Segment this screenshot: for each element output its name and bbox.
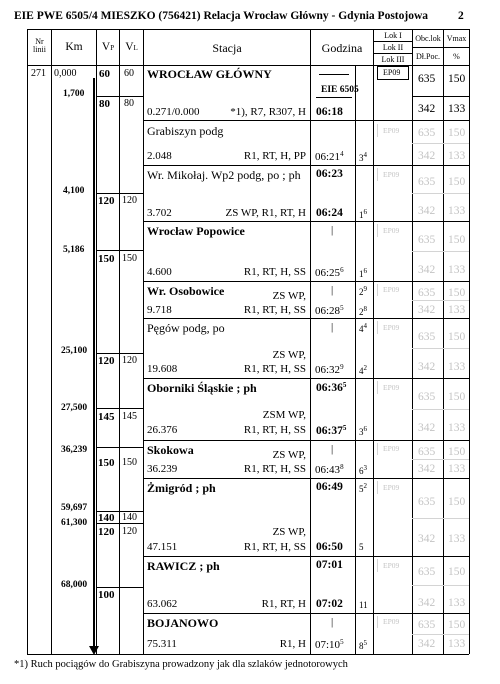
ghost-train-length: 342	[418, 150, 436, 162]
station-codes: ZS WP, R1, RT, H	[225, 207, 306, 219]
ghost-brake-percent: 133	[448, 597, 466, 609]
departure-time: $06:37^5$	[316, 424, 347, 437]
document-title: EIE PWE 6505/4 MIESZKO (756421) Relacja Wrocław Główny - Gdynia Postojowa	[14, 10, 429, 22]
ghost-vmax: 150	[448, 619, 466, 631]
col-border	[412, 29, 413, 654]
km-mark: 5,186	[63, 245, 85, 255]
station-km: 3.702	[147, 207, 172, 219]
station-codes-1: ZS WP,	[272, 290, 306, 302]
ghost-loco-type: EP09	[383, 323, 400, 332]
station-codes: R1, RT, H, SS	[243, 463, 306, 475]
km-mark: 25,100	[61, 346, 88, 356]
arrival-pass-mark: |	[331, 224, 334, 236]
travel-minutes: $4^4$	[359, 322, 367, 334]
ghost-loco-type: EP09	[383, 444, 400, 453]
ghost-brake-percent: 133	[448, 422, 466, 434]
ghost-separator	[412, 459, 469, 460]
ghost-vmax: 150	[448, 234, 466, 246]
departure-time: $06:21^4$	[315, 150, 344, 163]
ghost-separator	[412, 251, 469, 252]
station-km: 4.600	[147, 266, 172, 278]
vl-speed: 120	[122, 526, 137, 537]
col-border	[96, 29, 97, 654]
arrival-pass-mark: |	[331, 443, 334, 455]
ghost-brake-percent: 133	[448, 150, 466, 162]
ghost-separator	[412, 348, 469, 349]
ghost-vmax: 150	[448, 391, 466, 403]
travel-minutes: $1^6$	[359, 267, 367, 279]
travel-minutes: $6^3$	[359, 464, 367, 476]
ghost-separator	[412, 518, 469, 519]
station-codes: R1, H	[279, 638, 306, 650]
station-name: Oborniki Śląskie ; ph	[147, 381, 257, 395]
departure-time: $06:43^8$	[315, 463, 344, 476]
ghost-loco-load: 635	[418, 176, 436, 188]
ghost-loco-type: EP09	[383, 383, 400, 392]
train-number: EIE 6505	[321, 85, 359, 95]
ghost-separator	[412, 634, 469, 635]
departure-time: $06:32^9$	[315, 363, 344, 376]
station-name: Żmigród ; ph	[147, 481, 216, 495]
row-separator	[143, 318, 469, 319]
travel-minutes: $5^2$	[359, 482, 367, 494]
ghost-train-length: 342	[418, 463, 436, 475]
station-km: 26.376	[147, 424, 178, 436]
arrival-pass-mark: |	[331, 284, 334, 296]
col-header-vp: VP	[101, 41, 115, 53]
speed-separator	[96, 193, 143, 194]
arrival-time: 06:49	[316, 481, 343, 493]
km-mark: 68,000	[61, 580, 88, 590]
vl-speed: 80	[124, 98, 134, 109]
ghost-loco-type: EP09	[383, 617, 400, 626]
travel-minutes: 5	[359, 542, 364, 552]
ghost-vmax: 150	[448, 127, 466, 139]
col-border	[373, 29, 374, 654]
ghost-separator	[412, 193, 469, 194]
ghost-brake-percent: 133	[448, 205, 466, 217]
departure-time: $06:28^5$	[315, 304, 344, 317]
row-separator	[143, 281, 469, 282]
col-border	[310, 29, 311, 654]
vp-speed: 120	[98, 195, 115, 207]
ghost-loco-load: 635	[418, 496, 436, 508]
station-codes-1: ZS WP,	[272, 349, 306, 361]
ghost-vmax: 150	[448, 287, 466, 299]
ghost-separator	[412, 143, 469, 144]
station-name: Wr. Osobowice	[147, 284, 225, 298]
departure-time: $06:25^6$	[315, 266, 344, 279]
station-codes: R1, RT, H	[261, 598, 306, 610]
station-km: 9.718	[147, 304, 172, 316]
line-number: 271	[31, 68, 46, 79]
ghost-loco-type: EP09	[383, 561, 400, 570]
ghost-brake-percent: 133	[448, 638, 466, 650]
vp-speed: 120	[98, 526, 115, 538]
km-mark: 4,100	[63, 186, 85, 196]
arrival-time: 07:01	[316, 559, 343, 571]
vp-speed: 80	[99, 98, 110, 110]
col-border	[143, 29, 144, 654]
travel-minutes: $2^9$	[359, 285, 367, 297]
col-header-pct: %	[453, 52, 460, 61]
ghost-loco-type: EP09	[383, 285, 400, 294]
ghost-separator	[412, 585, 469, 586]
ghost-loco-type: EP09	[383, 483, 400, 492]
ghost-vmax: 150	[448, 176, 466, 188]
ghost-loco-box	[377, 321, 378, 334]
station-name: Wr. Mikołaj. Wp2 podg, po ; ph	[147, 168, 301, 182]
ghost-loco-load: 635	[418, 287, 436, 299]
station-km: 2.048	[147, 150, 172, 162]
station-codes-1: ZS WP,	[272, 449, 306, 461]
train-number-underline	[316, 97, 352, 98]
col-header-lok1: Lok I	[384, 31, 402, 40]
km-mark: 61,300	[61, 518, 88, 528]
station-name: Skokowa	[147, 443, 194, 457]
ghost-brake-percent: 133	[448, 304, 466, 316]
travel-minutes: $1^6$	[359, 208, 367, 220]
page-number: 2	[458, 10, 464, 22]
col-header-km: Km	[65, 41, 83, 53]
ghost-train-length: 342	[418, 264, 436, 276]
station-codes: R1, RT, H, PP	[243, 150, 306, 162]
table-top-border	[27, 29, 469, 30]
col-border	[469, 29, 470, 654]
speed-separator	[96, 447, 143, 448]
vl-speed: 120	[122, 355, 137, 366]
row-separator	[143, 378, 469, 379]
station-codes: R1, RT, H, SS	[243, 541, 306, 553]
departure-time: 06:18	[316, 106, 343, 118]
station-name: Grabiszyn podg	[147, 124, 224, 138]
col-header-vmax: Vmax	[446, 34, 467, 43]
station-km: 0.271/0.000	[147, 106, 200, 118]
row-separator	[143, 221, 469, 222]
ghost-train-length: 342	[418, 205, 436, 217]
ghost-loco-load: 635	[418, 619, 436, 631]
ghost-loco-box	[377, 224, 378, 237]
col-header-nr-linii: Nr linii	[33, 37, 46, 55]
vp-speed: 150	[98, 253, 115, 265]
col-header-lok2: Lok II	[382, 43, 404, 52]
station-name: Wrocław Popowice	[147, 224, 245, 238]
load-separator	[412, 96, 469, 97]
speed-separator	[96, 408, 143, 409]
col-header-vl: VL	[125, 41, 138, 53]
station-km: 36.239	[147, 463, 178, 475]
km-mark: 1,700	[63, 89, 85, 99]
station-codes: R1, RT, H, SS	[243, 424, 306, 436]
station-name: BOJANOWO	[147, 616, 219, 630]
ghost-train-length: 342	[418, 597, 436, 609]
ghost-loco-load: 635	[418, 127, 436, 139]
travel-minutes: 11	[359, 600, 368, 610]
station-name: Pęgów podg, po	[147, 321, 225, 335]
vl-speed: 60	[124, 68, 134, 79]
km-mark: 0,000	[54, 68, 77, 79]
travel-minutes: $2^8$	[359, 305, 367, 317]
station-codes-1: ZSM WP,	[262, 409, 306, 421]
station-km: 47.151	[147, 541, 178, 553]
vp-speed: 100	[98, 589, 115, 601]
ghost-loco-box	[377, 481, 378, 494]
vp-speed: 145	[98, 411, 115, 423]
godzina-divider	[355, 65, 356, 654]
ghost-loco-type: EP09	[383, 170, 400, 179]
ghost-separator	[412, 409, 469, 410]
ghost-vmax: 150	[448, 446, 466, 458]
col-header-godzina: Godzina	[321, 41, 363, 55]
ghost-loco-box	[377, 616, 378, 628]
vp-speed: 60	[99, 68, 110, 80]
col-header-dl-poc: Dł.Poc.	[416, 52, 440, 61]
arrival-time: 06:23	[316, 168, 343, 180]
header-subline	[373, 41, 412, 42]
vl-speed: 150	[122, 253, 137, 264]
arrival-pass-mark: |	[331, 321, 334, 333]
header-subline	[373, 53, 412, 54]
row-separator	[143, 478, 469, 479]
departure-time: $07:10^5$	[315, 638, 344, 651]
ghost-loco-box	[377, 168, 378, 181]
ghost-train-length: 342	[418, 638, 436, 650]
ghost-train-length: 342	[418, 533, 436, 545]
ghost-brake-percent: 133	[448, 264, 466, 276]
departure-time: 06:24	[316, 207, 343, 219]
col-border	[27, 29, 28, 654]
ghost-brake-percent: 133	[448, 361, 466, 373]
ghost-train-length: 342	[418, 361, 436, 373]
header-subline	[412, 47, 469, 48]
loco-type: EP09	[383, 68, 401, 77]
train-length: 342	[418, 103, 436, 115]
travel-minutes: $8^5$	[359, 639, 367, 651]
station-name: RAWICZ ; ph	[147, 559, 220, 573]
km-mark: 27,500	[61, 403, 88, 413]
loco-load: 635	[418, 73, 436, 85]
vp-speed: 140	[98, 512, 115, 524]
km-mark: 59,697	[61, 503, 88, 513]
arrival-dash	[319, 74, 349, 75]
ghost-separator	[412, 300, 469, 301]
footnote: *1) Ruch pociągów do Grabiszyna prowadzony jak dla szlaków jednotorowych	[14, 659, 348, 670]
ghost-train-length: 342	[418, 422, 436, 434]
departure-time: 06:50	[316, 541, 343, 553]
ghost-brake-percent: 133	[448, 463, 466, 475]
ghost-loco-load: 635	[418, 391, 436, 403]
speed-separator	[96, 250, 143, 251]
ghost-train-length: 342	[418, 304, 436, 316]
col-border	[119, 29, 120, 654]
vl-speed: 145	[122, 411, 137, 422]
col-border	[443, 29, 444, 654]
departure-time: 07:02	[316, 598, 343, 610]
direction-arrow	[93, 78, 95, 648]
ghost-loco-load: 635	[418, 446, 436, 458]
brake-percent: 133	[448, 103, 466, 115]
vmax-value: 150	[448, 73, 466, 85]
travel-minutes: $3^4$	[359, 151, 367, 163]
km-mark: 36,239	[61, 445, 88, 455]
col-header-lok3: Lok III	[381, 55, 405, 64]
station-codes: R1, RT, H, SS	[243, 304, 306, 316]
ghost-loco-type: EP09	[383, 126, 400, 135]
ghost-vmax: 150	[448, 566, 466, 578]
ghost-loco-box	[377, 443, 378, 455]
ghost-loco-box	[377, 124, 378, 137]
station-codes: R1, RT, H, SS	[243, 266, 306, 278]
ghost-loco-load: 635	[418, 331, 436, 343]
speed-separator	[96, 353, 143, 354]
vl-speed: 150	[122, 457, 137, 468]
row-separator	[143, 440, 469, 441]
travel-minutes: $4^2$	[359, 364, 367, 376]
vl-speed: 140	[122, 512, 137, 523]
row-separator	[143, 556, 469, 557]
ghost-vmax: 150	[448, 331, 466, 343]
vp-speed: 150	[98, 457, 115, 469]
travel-minutes: $3^6$	[359, 425, 367, 437]
arrival-pass-mark: |	[331, 616, 334, 628]
row-separator	[143, 120, 469, 121]
arrow-head-icon	[89, 646, 99, 655]
speed-separator	[96, 96, 143, 97]
ghost-loco-box	[377, 559, 378, 572]
ghost-loco-load: 635	[418, 566, 436, 578]
speed-separator	[96, 587, 143, 588]
vp-speed: 120	[98, 355, 115, 367]
col-header-stacja: Stacja	[212, 41, 242, 55]
col-border	[51, 29, 52, 654]
ghost-vmax: 150	[448, 496, 466, 508]
row-separator	[143, 165, 469, 166]
station-km: 75.311	[147, 638, 177, 650]
station-codes-1: ZS WP,	[272, 526, 306, 538]
station-name: WROCŁAW GŁÓWNY	[147, 67, 272, 81]
ghost-loco-type: EP09	[383, 226, 400, 235]
col-header-obc-lok: Obc.lok	[415, 34, 441, 43]
ghost-loco-load: 635	[418, 234, 436, 246]
row-separator	[143, 613, 469, 614]
station-km: 63.062	[147, 598, 178, 610]
ghost-loco-box	[377, 381, 378, 394]
arrival-time: $06:36^5$	[316, 381, 347, 394]
station-km: 19.608	[147, 363, 178, 375]
vl-speed: 120	[122, 195, 137, 206]
station-codes: R1, RT, H, SS	[243, 363, 306, 375]
ghost-brake-percent: 133	[448, 533, 466, 545]
station-codes: *1), R7, R307, H	[230, 106, 306, 118]
ghost-loco-box	[377, 284, 378, 296]
